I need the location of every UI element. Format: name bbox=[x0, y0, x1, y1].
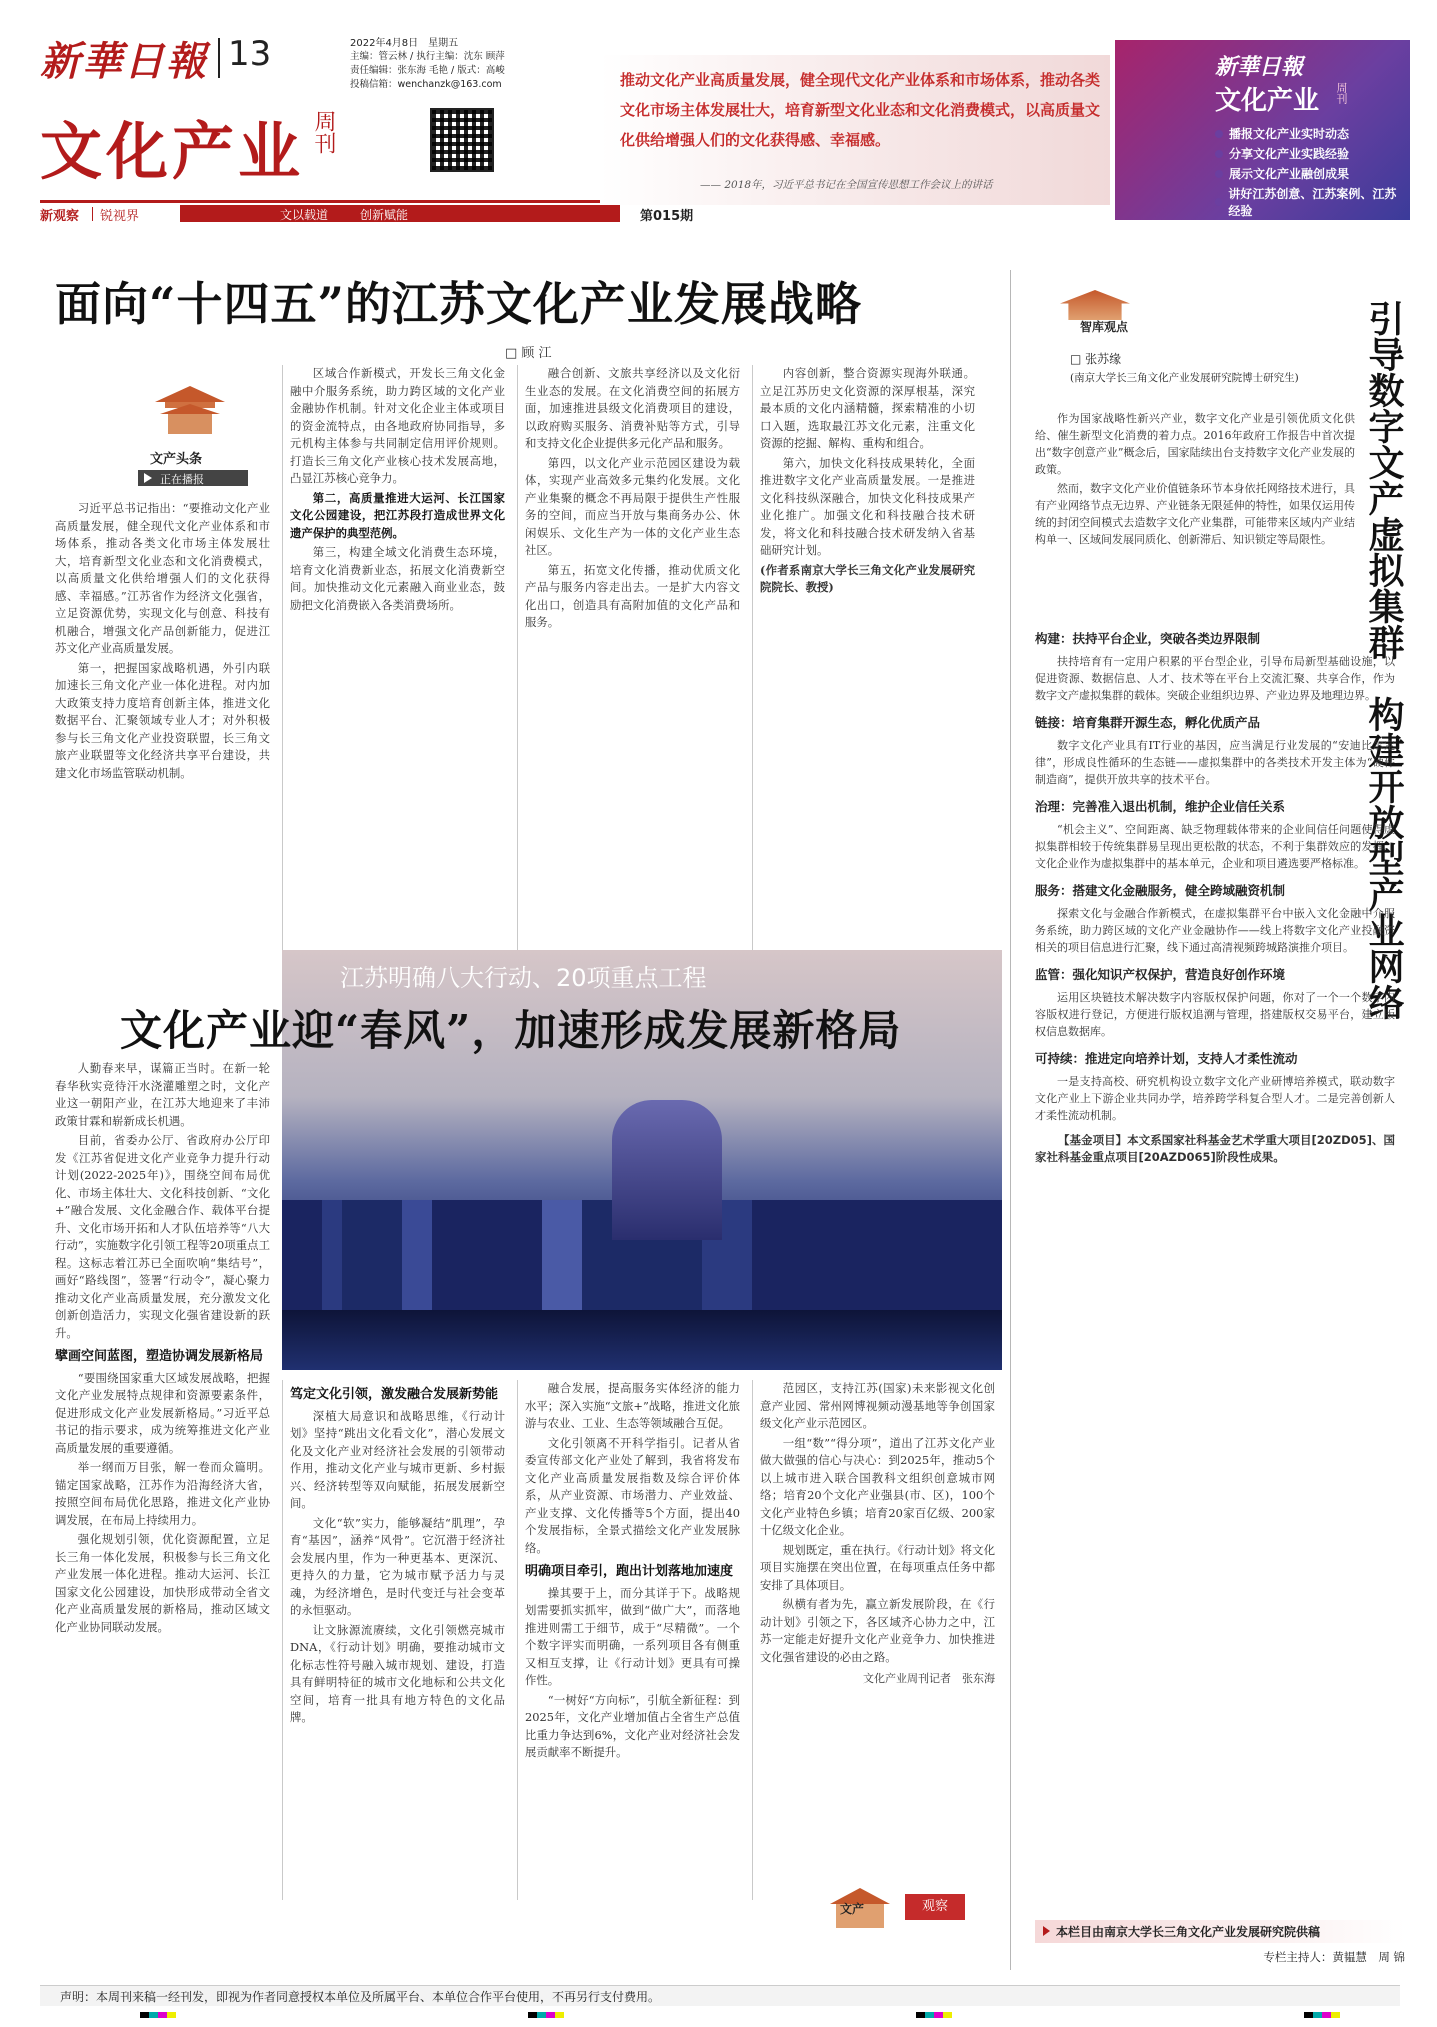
paragraph: 融合创新、文旅共享经济以及文化衍生业态的发展。在文化消费空间的拓展方面，加速推进县级文化消费项目的建设，以政府购买服务、消费补贴等方式，引导和支持文化企业提供多元化产品和服务。 bbox=[525, 366, 740, 450]
tower-shape bbox=[612, 1100, 722, 1240]
column-divider bbox=[517, 1380, 518, 1900]
column-hosts: 专栏主持人：黄韫慧 周 锦 bbox=[1263, 1950, 1405, 1964]
paragraph: 举一纲而万目张，解一卷而众篇明。锚定国家战略，江苏作为沿海经济大省，按照空间布局优化思路，推进文化产业协调发展，在布局上持续用力。 bbox=[55, 1460, 270, 1527]
bullet-dot-icon bbox=[1215, 130, 1223, 138]
paragraph: 第六，加快文化科技成果转化，全面推进数字文化产业高质量发展。一是推进文化科技纵深融合，加快文化科技成果产业化推广。加强文化和科技融合技术研发，将文化和科技融合技术研发纳入省基础研究计划。 bbox=[760, 455, 975, 557]
weekly-bullet: 讲好江苏创意、江苏案例、江苏经验 bbox=[1215, 185, 1405, 219]
lead-column-2 bbox=[290, 365, 505, 616]
second-column-3 bbox=[525, 1380, 740, 1764]
slogan-item: 文以载道 bbox=[280, 208, 329, 222]
right-affiliation: (南京大学长三角文化产业发展研究院博士研究生) bbox=[1070, 372, 1299, 384]
paragraph: 人勤春来早，谋篇正当时。在新一轮春华秋实竞待汗水浇灌雕塑之时，文化产业这一朝阳产业，在江苏大地迎来了丰沛政策甘霖和崭新成长机遇。 bbox=[55, 1061, 270, 1128]
paragraph: 作为国家战略性新兴产业，数字文化产业是引领优质文化供给、催生新型文化消费的着力点。2016年政府工作报告中首次提出“数字创意产业”概念后，国家陆续出台支持数字文化产业发展的政策。 bbox=[1035, 412, 1355, 476]
weekly-logo-paper: 新華日報 bbox=[1215, 54, 1304, 80]
paragraph: 规划既定，重在执行。《行动计划》将文化项目实施摆在突出位置，在每项重点任务中都安排了具体项目。 bbox=[760, 1542, 995, 1592]
second-kicker: 江苏明确八大行动、20项重点工程 bbox=[340, 964, 707, 992]
right-headline: 引导数字文产虚拟集群 构建开放型产业网络 bbox=[1363, 300, 1405, 1020]
paragraph: 然而，数字文化产业价值链条环节本身依托网络技术进行，具有产业网络节点无边界、产业链条无限延伸的特性，如果仅运用传统的封闭空间模式去造数字文化产业集群，可能带来区域内产业结构单一、区域间发展同质化、创新滞后、知识锁定等局限性。 bbox=[1035, 482, 1355, 546]
masthead-date: 2022年4月8日 星期五 bbox=[350, 38, 459, 49]
think-tank-label: 智库观点 bbox=[1080, 320, 1129, 334]
column-provider: 本栏目由南京大学长三角文化产业发展研究院供稿 bbox=[1035, 1920, 1405, 1943]
right-section-heading: 治理：完善准入退出机制，维护企业信任关系 bbox=[1035, 799, 1286, 814]
second-column-4 bbox=[760, 1380, 995, 1688]
second-column-1 bbox=[55, 1060, 270, 1638]
slogan-divider bbox=[92, 207, 93, 221]
right-section-heading: 监管：强化知识产权保护，营造良好创作环境 bbox=[1035, 967, 1286, 982]
paragraph: 文化引领离不开科学指引。记者从省委宣传部文化产业处了解到，我省将发布文化产业高质量发展指数及综合评价体系，从产业资源、市场潜力、产业效益、产业支撑、文化传播等5个方面，提出40个发展指标，全景式描绘文化产业发展脉络。 bbox=[525, 1435, 740, 1555]
lead-column-4 bbox=[760, 365, 975, 599]
weekly-logo-box bbox=[1115, 40, 1410, 220]
column-divider bbox=[752, 365, 753, 950]
column-divider bbox=[282, 365, 283, 950]
section-subtitle: 周刊 bbox=[311, 110, 336, 154]
paragraph: 习近平总书记指出：“要推动文化产业高质量发展，健全现代文化产业体系和市场体系，推动各类文化市场主体发展壮大，培育新型文化业态和文化消费模式，以高质量文化供给增强人们的文化获得感、幸福感。”江苏省作为经济文化强省，立足资源优势，实现文化与创意、科技有机融合，增强文化产品创新能力，促进江苏文化产业高质量发展。 bbox=[55, 501, 270, 655]
right-footer bbox=[1035, 1920, 1405, 1965]
lead-author: □ 顾 江 bbox=[505, 346, 552, 361]
paragraph: 第五，拓宽文化传播，推动优质文化产品与服务内容走出去。一是扩大内容文化出口，创造具有高附加值的文化产品和服务。 bbox=[525, 562, 740, 629]
second-headline: 文化产业迎“春风”，加速形成发展新格局 bbox=[120, 1006, 902, 1055]
paragraph: 区域合作新模式，开发长三角文化金融中介服务系统，助力跨区域的文化产业金融协作机制。针对文化企业主体或项目的资金流特点，由各地政府协同指导，多元机构主体参与共同制定信用评价规则。打造长三角文化产业核心技术发展高地，凸显江苏核心竞争力。 bbox=[290, 366, 505, 485]
paragraph: “要围绕国家重大区域发展战略，把握文化产业发展特点规律和资源要素条件，促进形成文化产业发展新格局。”习近平总书记的指示要求，成为统筹推进文化产业高质量发展的重要遵循。 bbox=[55, 1370, 270, 1455]
right-section-heading: 链接：培育集群开源生态，孵化优质产品 bbox=[1035, 715, 1261, 730]
weekly-bullets bbox=[1215, 122, 1405, 222]
paragraph: 内容创新，整合资源实现海外联通。立足江苏历史文化资源的深厚根基，深究最本质的文化内涵精髓，探索精准的小切口入题，选取最江苏文化元素，注重文化资源的挖掘、解构、重构和组合。 bbox=[760, 366, 975, 450]
paragraph: 第二，高质量推进大运河、长江国家文化公园建设，把江苏段打造成世界文化遗产保护的典型范例。 bbox=[290, 490, 505, 540]
section-title: 文化产业 bbox=[40, 115, 305, 188]
byline: 文化产业周刊记者 张东海 bbox=[863, 1672, 995, 1685]
paragraph: 第四，以文化产业示范园区建设为载体，实现产业高效多元集约化发展。文化产业集聚的概念不再局限于提供生产性服务的空间，而应当开放与集商务办公、休闲娱乐、文化生产为一体的文化产业生态社区。 bbox=[525, 455, 740, 557]
paragraph: 目前，省委办公厅、省政府办公厅印发《江苏省促进文化产业竞争力提升行动计划(2022-2025年)》，围绕空间布局优化、市场主体壮大、文化科技创新、“文化+”融合发展、文化金融合作、载体平台提升、文化市场开拓和人才队伍培养等“八大行动”，实施数字化引领工程等20项重点工程。这标志着江苏已全面吹响“集结号”，画好“路线图”，签署“行动令”，凝心聚力推动文化产业高质量发展，充分激发文化创新创造活力，实现文化强省建设新的跃升。 bbox=[55, 1133, 270, 1340]
triangle-icon bbox=[1043, 1926, 1050, 1936]
lead-tag: 文产头条 bbox=[150, 452, 203, 467]
paragraph: 扶持培育有一定用户积累的平台型企业，引导布局新型基础设施，以促进资源、数据信息、人才、技术等在平台上交流汇聚、共享合作，作为数字文产虚拟集群的载体。突破企业组织边界、产业边界及地理边界。 bbox=[1035, 655, 1395, 702]
right-author: □ 张苏缘 bbox=[1070, 352, 1122, 366]
paragraph: “一树好“方向标”，引航全新征程：到2025年，文化产业增加值占全省生产总值比重力争达到6%，文化产业对经济社会发展贡献率不断提升。 bbox=[525, 1692, 740, 1759]
weekly-bullet: 分享文化产业实践经验 bbox=[1215, 145, 1405, 162]
observe-tag-label: 观察 bbox=[905, 1894, 965, 1920]
right-body bbox=[1035, 410, 1355, 550]
bullet-dot-icon bbox=[1215, 198, 1222, 206]
lead-tag-live: 正在播报 bbox=[138, 470, 248, 486]
paragraph: 一组“数”“得分项”，道出了江苏文化产业做大做强的信心与决心：到2025年，推动5个以上城市进入联合国教科文组织创意城市网络；培育20个文化产业强县(市、区)，100个文化产业特色乡镇；培育20家百亿级、200家十亿级文化企业。 bbox=[760, 1435, 995, 1537]
paragraph: 数字文化产业具有IT行业的基因，应当满足行业发展的“安迪比尔定律”，形成良性循环的生态链——虚拟集群中的各类技术开发主体为“硬件制造商”，提供开放共享的技术平台。 bbox=[1035, 739, 1395, 786]
editor-line: 投稿信箱：wenchanzk@163.com bbox=[350, 79, 502, 90]
column-divider bbox=[752, 1380, 753, 1900]
river-shape bbox=[282, 1310, 1002, 1370]
masthead-editors bbox=[350, 50, 505, 92]
paragraph: 第一，把握国家战略机遇，外引内联加速长三角文化产业一体化进程。对内加大政策支持力度培育创新主体，推进文化数据平台、汇聚领域专业人才；对外积极参与长三角文化产业投资联盟，长三角文旅产业联盟等文化经济共享平台建设，共建文化市场监管联动机制。 bbox=[55, 660, 270, 780]
page-number: 13 bbox=[228, 34, 272, 74]
lead-tag-box bbox=[100, 380, 280, 490]
slogan-item: 创新赋能 bbox=[360, 208, 409, 222]
section-subheading: 擘画空间蓝图，塑造协调发展新格局 bbox=[55, 1349, 264, 1364]
weekly-logo-title: 文化产业 bbox=[1215, 86, 1320, 116]
right-section-heading: 可持续：推进定向培养计划，支持人才柔性流动 bbox=[1035, 1051, 1298, 1066]
lead-column-3 bbox=[525, 365, 740, 634]
paragraph: 深植大局意识和战略思维，《行动计划》坚持“跳出文化看文化”，潜心发展文化及文化产业对经济社会发展的引领带动作用，推动文化产业与城市更新、乡村振兴、经济转型等双向赋能，拓展发展新空间。 bbox=[290, 1408, 505, 1510]
pavilion-icon bbox=[150, 380, 230, 440]
weekly-logo-sub: 周刊 bbox=[1335, 82, 1348, 104]
right-divider bbox=[1010, 270, 1011, 1970]
tag-pavilion-icon bbox=[1060, 290, 1130, 320]
quote-text: 推动文化产业高质量发展，健全现代文化产业体系和市场体系，推动各类文化市场主体发展壮大，培育新型文化业态和文化消费模式，以高质量文化供给增强人们的文化获得感、幸福感。 bbox=[620, 71, 1101, 149]
paragraph: 融合发展，提高服务实体经济的能力水平；深入实施“文旅+”战略，推进文化旅游与农业、工业、生态等领域融合互促。 bbox=[525, 1381, 740, 1430]
paragraph: 纵横有者为先，赢立新发展阶段，在《行动计划》引领之下，各区域齐心协力之中，江苏一定能走好提升文化产业竞争力、加快推进文化强省建设的必由之路。 bbox=[760, 1597, 995, 1664]
color-registration-marks bbox=[140, 2012, 1340, 2020]
footer-statement bbox=[40, 1985, 1400, 2006]
section-subheading: 明确项目牵引，跑出计划落地加速度 bbox=[525, 1564, 734, 1579]
lead-column-1 bbox=[55, 500, 270, 784]
issue-number: 第015期 bbox=[640, 209, 694, 224]
paragraph: 范园区，支持江苏(国家)未来影视文化创意产业园、常州网博视频动漫基地等争创国家级文化产业示范园区。 bbox=[760, 1381, 995, 1430]
bullet-dot-icon bbox=[1215, 150, 1223, 158]
paragraph: 让文脉源流赓续，文化引领燃亮城市DNA，《行动计划》明确，要推动城市文化标志性符号融入城市规划、建设，打造具有鲜明特征的城市文化地标和公共文化空间，培育一批具有地方特色的文化品牌。 bbox=[290, 1622, 505, 1724]
weekly-bullet: 播报文化产业实时动态 bbox=[1215, 125, 1405, 142]
paragraph: 操其要于上，而分其详于下。战略规划需要抓实抓牢，做到“做广大”，而落地推进则需工于细节，成于“尽精微”。一个个数字评实而明确，一系列项目各有侧重又相互支撑，让《行动计划》更具有可操作性。 bbox=[525, 1585, 740, 1687]
lead-headline: 面向“十四五”的江苏文化产业发展战略 bbox=[55, 277, 862, 331]
paragraph: 运用区块链技术解决数字内容版权保护问题，你对了一个一个数字内容版权进行登记，方便进行版权追溯与管理，搭建版权交易平台，建立版权信息数据库。 bbox=[1035, 991, 1395, 1038]
second-column-2 bbox=[290, 1380, 505, 1729]
quote-banner bbox=[600, 55, 1110, 205]
registration-mark-icon bbox=[1304, 2012, 1340, 2018]
registration-mark-icon bbox=[916, 2012, 952, 2018]
registration-mark-icon bbox=[528, 2012, 564, 2018]
column-divider bbox=[517, 365, 518, 950]
right-sections bbox=[1035, 620, 1395, 1168]
paragraph: 文化“软”实力，能够凝结“肌理”，孕育“基因”，涵养“风骨”。它沉潜于经济社会发展内里，作为一种更基本、更深沉、更持久的力量，它为城市赋予活力与灵魂，为经济增色，是时代变迁与社会变革的永恒驱动。 bbox=[290, 1515, 505, 1617]
play-icon bbox=[144, 473, 152, 483]
observe-tag bbox=[830, 1880, 990, 1940]
section-subheading: 笃定文化引领，激发融合发展新势能 bbox=[290, 1387, 499, 1402]
slogan-item: 新观察 bbox=[40, 209, 80, 224]
page-divider bbox=[218, 38, 220, 78]
slogan-item: 锐视界 bbox=[100, 209, 140, 224]
fund-note: 【基金项目】本文系国家社科基金艺术学重大项目[20ZD05]、国家社科基金重点项目[20AZD065]阶段性成果。 bbox=[1035, 1133, 1395, 1164]
editor-line: 主编：管云林 / 执行主编：沈东 顾萍 bbox=[350, 51, 505, 62]
paragraph: 探索文化与金融合作新模式，在虚拟集群平台中嵌入文化金融中介服务系统，助力跨区域的文化产业金融协作——线上将数字文化产业投融资相关的项目信息进行汇聚，线下通过高清视频跨城路演推介项目。 bbox=[1035, 907, 1395, 954]
right-section-heading: 构建：扶持平台企业，突破各类边界限制 bbox=[1035, 631, 1261, 646]
observe-tag-label: 文产 bbox=[840, 1902, 865, 1916]
weekly-bullet: 展示文化产业融创成果 bbox=[1215, 165, 1405, 182]
paper-name-logo: 新華日報 bbox=[40, 38, 208, 85]
bullet-dot-icon bbox=[1215, 170, 1223, 178]
column-divider bbox=[282, 1380, 283, 1900]
paragraph: (作者系南京大学长三角文化产业发展研究院院长、教授) bbox=[760, 562, 975, 594]
paragraph: “机会主义”、空间距离、缺乏物理载体带来的企业间信任问题使得虚拟集群相较于传统集群易呈现出更松散的状态，不利于集群效应的发挥。文化企业作为虚拟集群中的基本单元，企业和项目遴选要严格标准。 bbox=[1035, 823, 1395, 870]
right-section-heading: 服务：搭建文化金融服务，健全跨域融资机制 bbox=[1035, 883, 1286, 898]
paragraph: 第三，构建全域文化消费生态环境，培育文化消费新业态，拓展文化消费新空间。加快推动文化元素融入商业业态，鼓励把文化消费嵌入各类消费场所。 bbox=[290, 545, 505, 612]
editor-line: 责任编辑：张东海 毛艳 / 版式：高峻 bbox=[350, 65, 505, 76]
registration-mark-icon bbox=[140, 2012, 176, 2018]
paragraph: 一是支持高校、研究机构设立数字文化产业研博培养模式，联动数字文化产业上下游企业共同办学，培养跨学科复合型人才。二是完善创新人才柔性流动机制。 bbox=[1035, 1075, 1395, 1122]
think-tank-tag bbox=[1040, 290, 1170, 338]
footer-statement-text: 声明：本周刊来稿一经刊发，即视为作者同意授权本单位及所属平台、本单位合作平台使用，不再另行支付费用。 bbox=[60, 1990, 661, 2004]
qr-code-icon bbox=[430, 108, 494, 172]
quote-source: —— 2018年，习近平总书记在全国宣传思想工作会议上的讲话 bbox=[700, 179, 993, 191]
paragraph: 强化规划引领，优化资源配置，立足长三角一体化发展，积极参与长三角文化产业发展一体化进程。推动大运河、长江国家文化公园建设，加快形成带动全省文化产业高质量发展的新格局，推动区域文化产业协同联动发展。 bbox=[55, 1532, 270, 1634]
